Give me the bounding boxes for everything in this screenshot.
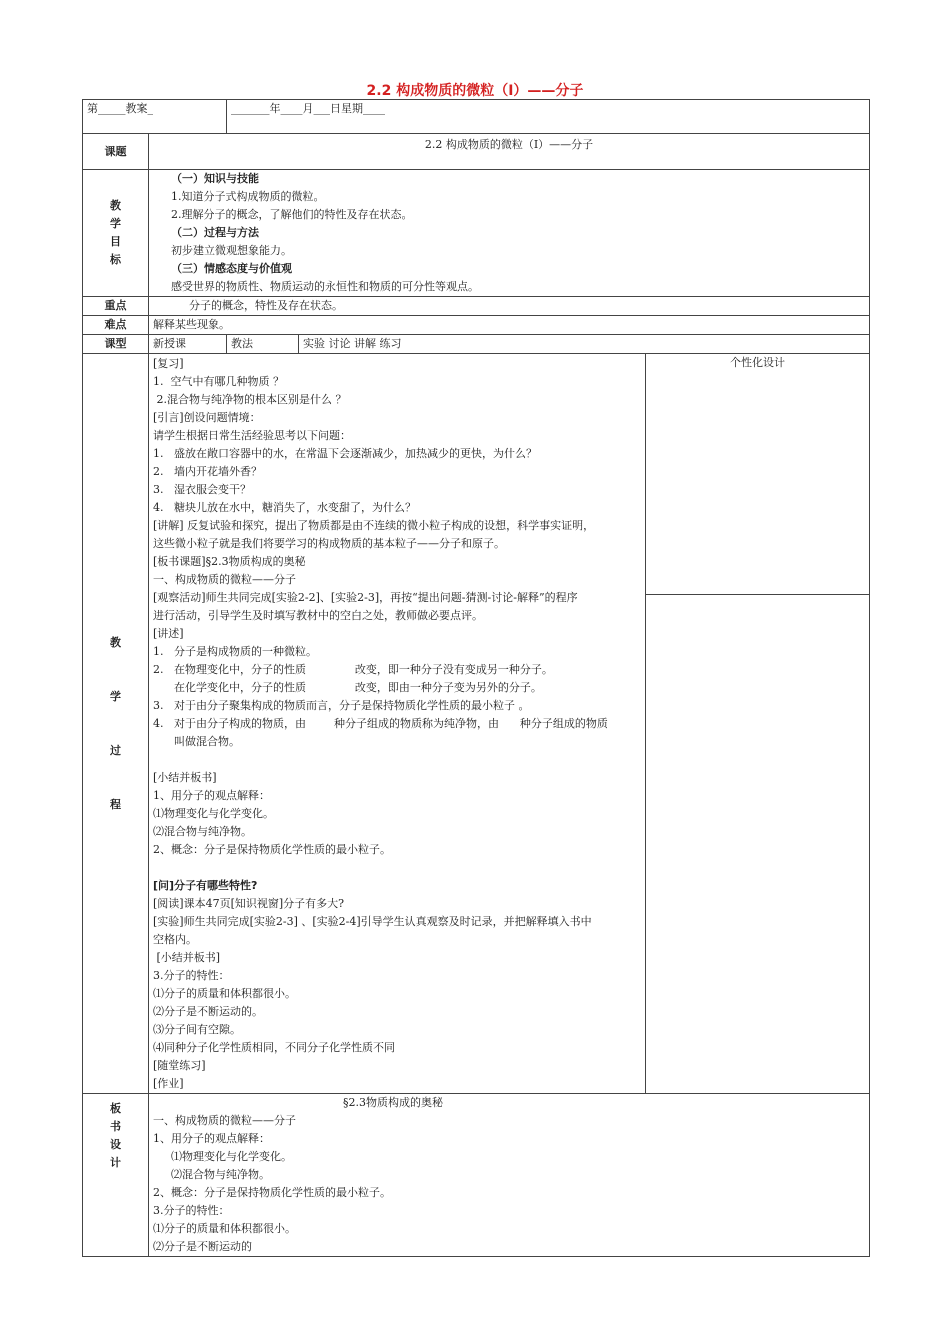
- process-line: 请学生根据日常生活经验思考以下问题：: [153, 429, 351, 442]
- process-line: 1. 分子是构成物质的一种微粒。: [153, 645, 317, 658]
- process-line: ⑴物理变化与化学变化。: [153, 807, 274, 820]
- process-line: 空格内。: [153, 933, 197, 946]
- goals-line: 初步建立微观想象能力。: [171, 244, 292, 257]
- lesson-number-field: 第_____教案_: [83, 100, 227, 134]
- process-line: 2.混合物与纯净物的根本区别是什么 ？: [153, 393, 347, 406]
- difficulty-label: 难点: [83, 316, 149, 335]
- process-line: [小结并板书]: [153, 771, 217, 784]
- lesson-type-label: 课型: [83, 335, 149, 354]
- process-line: [引言]创设问题情境：: [153, 411, 261, 424]
- process-line: 1、用分子的观点解释：: [153, 789, 270, 802]
- key-point-row: [83, 297, 870, 316]
- board-content: [149, 1094, 870, 1257]
- board-line: ⑴分子的质量和体积都很小。: [153, 1222, 296, 1235]
- topic-value: 2.2 构成物质的微粒（I）——分子: [149, 134, 870, 170]
- board-line: ⑴物理变化与化学变化。: [171, 1150, 292, 1163]
- process-line: 1. 盛放在敞口容器中的水，在常温下会逐渐减少，加热减少的更快，为什么？: [153, 447, 537, 460]
- goals-content: [149, 170, 870, 297]
- board-label-char: 书: [110, 1120, 121, 1133]
- board-line: ⑵混合物与纯净物。: [171, 1168, 270, 1181]
- board-line: 3.分子的特性：: [153, 1204, 230, 1217]
- process-line: [小结并板书]: [153, 951, 221, 964]
- process-line: [153, 859, 641, 877]
- process-line: ⑵混合物与纯净物。: [153, 825, 252, 838]
- process-label: [83, 354, 149, 1094]
- process-line: 1. 空气中有哪几种物质 ？: [153, 375, 284, 388]
- goals-heading: （三）情感态度与价值观: [171, 262, 292, 275]
- personalized-design-label: 个性化设计: [730, 356, 785, 369]
- process-line: [153, 751, 641, 769]
- goals-heading: （一）知识与技能: [171, 172, 259, 185]
- goals-heading: （二）过程与方法: [171, 226, 259, 239]
- board-line: 2、概念：分子是保持物质化学性质的最小粒子。: [153, 1186, 391, 1199]
- process-line: 2、概念：分子是保持物质化学性质的最小粒子。: [153, 843, 391, 856]
- topic-label: 课题: [83, 134, 149, 170]
- process-line: [阅读]课本47页[知识视窗]分子有多大?: [153, 897, 345, 910]
- process-line: 在化学变化中，分子的性质 改变，即由一种分子变为另外的分子。: [153, 681, 542, 694]
- goals-line: 1.知道分子式构成物质的微粒。: [171, 190, 325, 203]
- process-row-top: [83, 354, 870, 595]
- process-label-char: 程: [110, 797, 121, 811]
- process-line: [随堂练习]: [153, 1059, 206, 1072]
- process-line: 3. 湿衣服会变干？: [153, 483, 251, 496]
- topic-row: [83, 134, 870, 170]
- process-line: ⑶分子间有空隙。: [153, 1023, 241, 1036]
- process-line: ⑷同种分子化学性质相同，不同分子化学性质不同: [153, 1041, 395, 1054]
- goals-label-char: 标: [110, 253, 121, 266]
- process-line: ⑴分子的质量和体积都很小。: [153, 987, 296, 1000]
- difficulty-value: 解释某些现象。: [149, 316, 870, 335]
- process-line: ⑵分子是不断运动的。: [153, 1005, 263, 1018]
- process-line: [复习]: [153, 357, 184, 370]
- method-label: 教法: [227, 335, 299, 354]
- process-line: 2. 墙内开花墙外香？: [153, 465, 262, 478]
- lesson-type-value: 新授课: [149, 335, 227, 354]
- process-line: 这些微小粒子就是我们将要学习的构成物质的基本粒子——分子和原子。: [153, 537, 505, 550]
- goals-label: [83, 170, 149, 297]
- process-line: 4. 糖块儿放在水中，糖消失了，水变甜了，为什么？: [153, 501, 416, 514]
- lesson-type-row: [83, 335, 870, 354]
- process-line: 4. 对于由分子构成的物质，由 种分子组成的物质称为纯净物，由 种分子组成的物质: [153, 717, 608, 730]
- goals-label-char: 学: [110, 217, 121, 230]
- personalized-design-empty: [646, 594, 870, 1093]
- board-line: 一、构成物质的微粒——分子: [153, 1114, 296, 1127]
- goals-label-char: 教: [110, 199, 121, 212]
- process-line: [讲述]: [153, 627, 184, 640]
- process-line: 2. 在物理变化中，分子的性质 改变，即一种分子没有变成另一种分子。: [153, 663, 553, 676]
- process-line: 进行活动，引导学生及时填写教材中的空白之处，教师做必要点评。: [153, 609, 483, 622]
- key-point-value: 分子的概念，特性及存在状态。: [149, 297, 870, 316]
- board-row: [83, 1094, 870, 1257]
- process-line: 叫做混合物。: [153, 735, 240, 748]
- process-line: [作业]: [153, 1077, 184, 1090]
- board-label-char: 设: [110, 1138, 121, 1151]
- key-point-label: 重点: [83, 297, 149, 316]
- board-label-char: 板: [110, 1102, 121, 1115]
- process-line: [板书课题]§2.3物质构成的奥秘: [153, 555, 306, 568]
- goals-line: 2.理解分子的概念，了解他们的特性及存在状态。: [171, 208, 413, 221]
- process-line: [实验]师生共同完成[实验2-3] 、[实验2-4]引导学生认真观察及时记录，并把解释填入书中: [153, 915, 592, 928]
- difficulty-row: [83, 316, 870, 335]
- process-line: 3.分子的特性：: [153, 969, 230, 982]
- process-label-char: 教: [110, 635, 121, 649]
- process-line: [问]分子有哪些特性?: [153, 879, 258, 892]
- process-line: [观察活动]师生共同完成[实验2-2]、[实验2-3]，再按“提出问题-猜测-讨论-解释”的程序: [153, 591, 578, 604]
- board-line: 1、用分子的观点解释：: [153, 1132, 270, 1145]
- board-label: [83, 1094, 149, 1257]
- board-label-char: 计: [110, 1156, 121, 1169]
- process-line: [讲解] 反复试验和探究，提出了物质都是由不连续的微小粒子构成的设想，科学事实证明，: [153, 519, 595, 532]
- board-title: §2.3物质构成的奥秘: [343, 1096, 443, 1109]
- lesson-plan-table: [82, 99, 870, 1257]
- goals-line: 感受世界的物质性、物质运动的永恒性和物质的可分性等观点。: [171, 280, 479, 293]
- process-content: [149, 354, 646, 1094]
- process-line: 一、构成物质的微粒——分子: [153, 573, 296, 586]
- process-label-char: 过: [110, 743, 121, 757]
- goals-row: [83, 170, 870, 297]
- header-row: [83, 100, 870, 134]
- board-line: ⑵分子是不断运动的: [153, 1240, 252, 1253]
- process-label-char: 学: [110, 689, 121, 703]
- date-field: _______年____月___日星期____: [227, 100, 870, 134]
- document-title: 2.2 构成物质的微粒（I）——分子: [366, 83, 584, 99]
- process-line: 3. 对于由分子聚集构成的物质而言，分子是保持物质化学性质的最小粒子 。: [153, 699, 530, 712]
- personalized-design-cell: [646, 354, 870, 595]
- goals-label-char: 目: [110, 235, 121, 248]
- method-value: 实验 讨论 讲解 练习: [299, 335, 870, 354]
